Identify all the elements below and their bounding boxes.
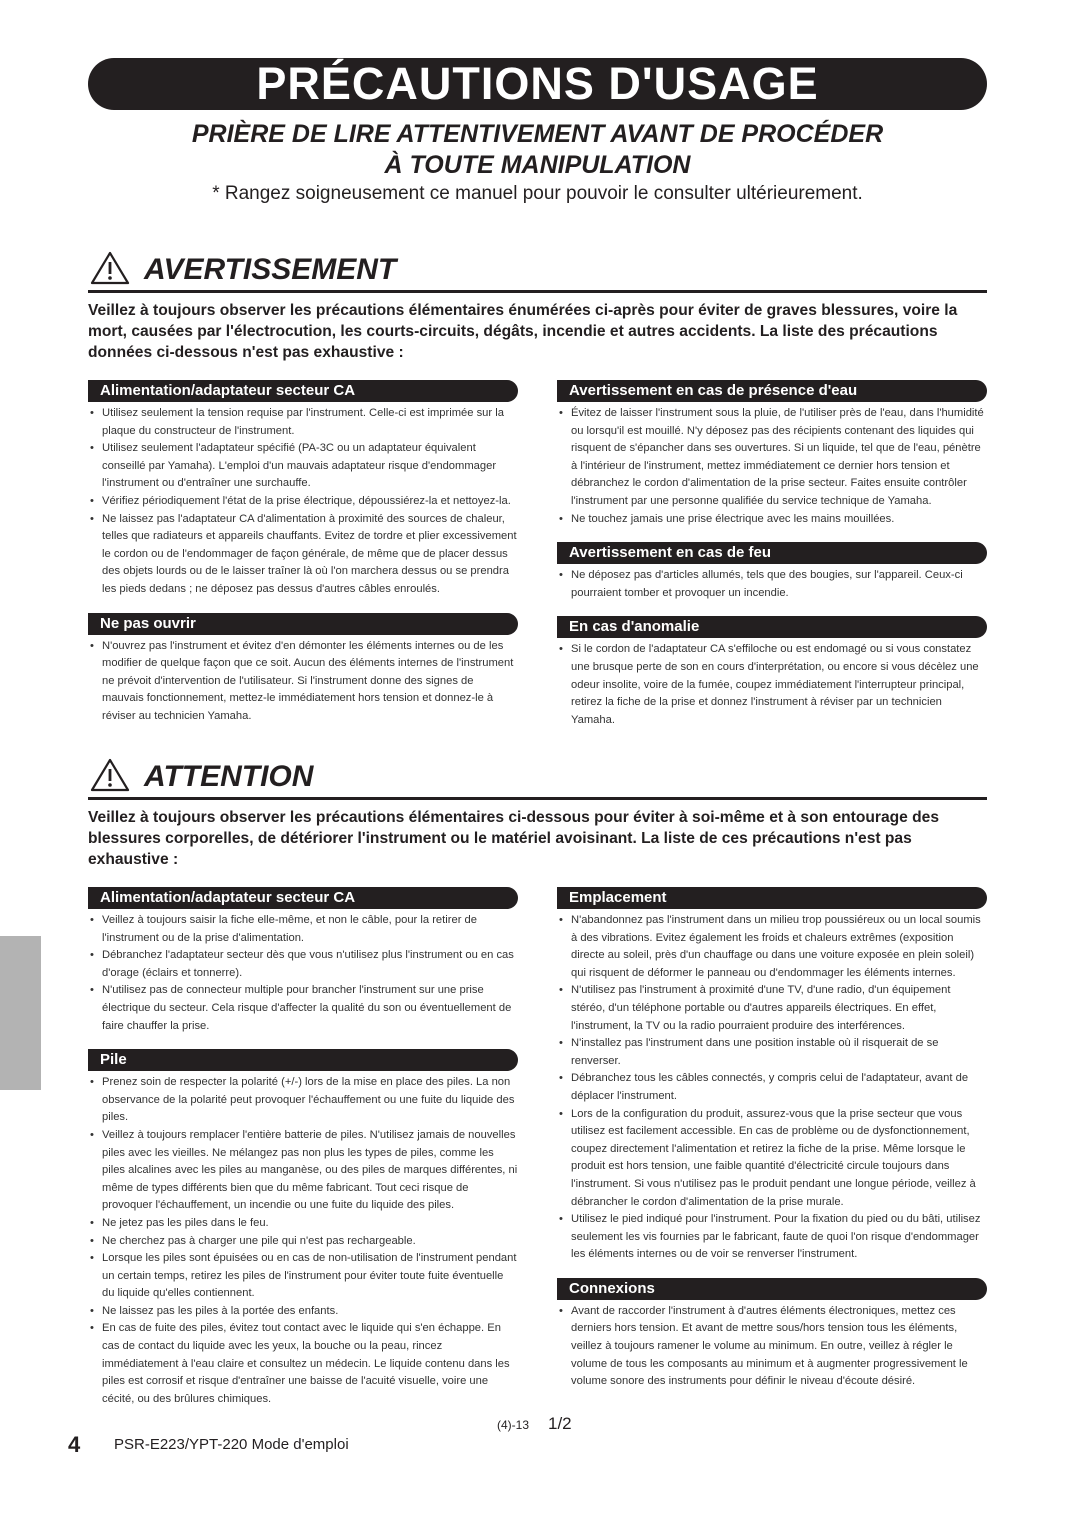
list-item: • Avant de raccorder l'instrument à d'autres éléments électroniques, mettez ces derniers hors tension. Et avant de mettre sous/hors tension tous les éléments, veillez à toujours ramener le volume au minimum. En outre, veillez à régler le volume de tous les composants au minimum et à augmenter progressivement le volume sonore des instruments pour définir le niveau d'écoute désiré. xyxy=(557,1303,987,1391)
list-item: • En cas de fuite des piles, évitez tout contact avec le liquide qui s'en échappe. En cas de contact du liquide avec les yeux, la bouche ou la peau, rincez immédiatement à l'eau claire et consultez un médecin. Le liquide contenu dans les piles est corrosif et risque d'entraîner une baisse de l'acuité visuelle, voire une cécité, ou des brûlures chimiques. xyxy=(88,1320,518,1408)
subsection-heading: Avertissement en cas de feu xyxy=(557,542,987,564)
list-item: • Ne laissez pas les piles à la portée des enfants. xyxy=(88,1303,518,1321)
page-code: (4)-13 xyxy=(497,1418,530,1432)
caution-right-column xyxy=(557,887,987,1391)
subsection-list xyxy=(557,405,987,528)
storage-note: * Rangez soigneusement ce manuel pour pouvoir le consulter ultérieurement. xyxy=(212,183,863,204)
list-item: • Lors de la configuration du produit, assurez-vous que la prise secteur que vous utilisez est facilement accessible. En cas de problème ou de dysfonctionnement, coupez directement l'alimentation et retirez la fiche de la prise. Même lorsque le produit est hors tension, une faible quantité d'électricité circule toujours dans l'instrument. Si vous n'utilisez pas le produit pendant une longue période, veillez à débrancher le cordon d'alimentation de la prise murale. xyxy=(557,1106,987,1212)
subsection-heading: Alimentation/adaptateur secteur CA xyxy=(88,887,518,909)
subsection-list xyxy=(557,1303,987,1391)
list-item: • N'utilisez pas de connecteur multiple pour brancher l'instrument sur une prise électrique du secteur. Cela risque d'affecter la qualité du son ou éventuellement de faire chauffer la prise. xyxy=(88,982,518,1035)
list-item: • Veillez à toujours saisir la fiche elle-même, et non le câble, pour la retirer de l'instrument ou de la prise d'alimentation. xyxy=(88,912,518,947)
subsection-heading: Ne pas ouvrir xyxy=(88,613,518,635)
list-item: • Vérifiez périodiquement l'état de la prise électrique, dépoussiérez-la et nettoyez-la. xyxy=(88,493,518,511)
list-item: • Ne déposez pas d'articles allumés, tels que des bougies, sur l'appareil. Ceux-ci pourraient tomber et provoquer un incendie. xyxy=(557,567,987,602)
list-item: • Débranchez tous les câbles connectés, y compris celui de l'adaptateur, avant de déplacer l'instrument. xyxy=(557,1070,987,1105)
warning-section-header xyxy=(88,250,987,293)
warning-right-column xyxy=(557,380,987,729)
list-item: • N'utilisez pas l'instrument à proximité d'une TV, d'une radio, d'un équipement stéréo, d'un téléphone portable ou d'autres appareils électriques. En effet, l'instrument, la TV ou la radio pourraient produire des interférences. xyxy=(557,982,987,1035)
subsection-list xyxy=(557,641,987,729)
subsection-list xyxy=(88,1074,518,1408)
subsection-heading: En cas d'anomalie xyxy=(557,616,987,638)
list-item: • Débranchez l'adaptateur secteur dès que vous n'utilisez plus l'instrument ou en cas d'orage (éclairs et tonnerre). xyxy=(88,947,518,982)
page-number: 4 xyxy=(68,1432,81,1457)
list-item: • Prenez soin de respecter la polarité (+/-) lors de la mise en place des piles. La non observance de la polarité peut provoquer l'échauffement ou une fuite du liquide des piles. xyxy=(88,1074,518,1127)
list-item: • Utilisez seulement la tension requise par l'instrument. Celle-ci est imprimée sur la plaque du constructeur de l'instrument. xyxy=(88,405,518,440)
page-fraction: 1/2 xyxy=(548,1414,572,1433)
subsection-list xyxy=(88,638,518,726)
list-item: • Si le cordon de l'adaptateur CA s'effiloche ou est endomagé ou si vous constatez une brusque perte de son en cours d'interprétation, ou encore si vous décèlez une odeur insolite, voire de la fumée, coupez immédiatement l'interrupteur principal, retirez la fiche de la prise et donnez l'instrument à réviser par un technicien Yamaha. xyxy=(557,641,987,729)
list-item: • N'ouvrez pas l'instrument et évitez d'en démonter les éléments internes ou de les modifier de quelque façon que ce soit. Aucun des éléments internes de l'instrument ne prévoit d'intervention de l'utilisateur. Si l'instrument donne des signes de mauvais fonctionnement, mettez-le immédiatement hors tension et donnez-le à réviser au technicien Yamaha. xyxy=(88,638,518,726)
subsection-list xyxy=(88,912,518,1035)
caution-section-title: ATTENTION xyxy=(144,760,314,793)
warning-section-title: AVERTISSEMENT xyxy=(144,253,397,286)
subsection-heading: Pile xyxy=(88,1049,518,1071)
subtitle-line-1: PRIÈRE DE LIRE ATTENTIVEMENT AVANT DE PROCÉDER xyxy=(191,120,884,148)
subsection-list xyxy=(557,912,987,1264)
subsection-heading: Alimentation/adaptateur secteur CA xyxy=(88,380,518,402)
caution-section-header xyxy=(88,757,987,800)
list-item: • N'installez pas l'instrument dans une position instable où il risquerait de se renverser. xyxy=(557,1035,987,1070)
subsection-heading: Connexions xyxy=(557,1278,987,1300)
warning-triangle-icon xyxy=(90,757,130,793)
page-title: PRÉCAUTIONS D'USAGE xyxy=(88,58,987,110)
list-item: • Lorsque les piles sont épuisées ou en cas de non-utilisation de l'instrument pendant un certain temps, retirez les piles de l'instrument pour éviter toute fuite éventuelle du liquide qu'elles contiennent. xyxy=(88,1250,518,1303)
list-item: • Utilisez le pied indiqué pour l'instrument. Pour la fixation du pied ou du bâti, utilisez seulement les vis fournies par le fabricant, faute de quoi l'on risque d'endommager les éléments internes ou de voir se renverser l'instrument. xyxy=(557,1211,987,1264)
list-item: • N'abandonnez pas l'instrument dans un milieu trop poussiéreux ou un local soumis à des vibrations. Evitez également les froids et chaleurs extrêmes (exposition directe au soleil, près d'un chauffage ou dans une voiture exposée en plein soleil) qui risquent de déformer le panneau ou d'endommager les éléments internes. xyxy=(557,912,987,982)
warning-intro: Veillez à toujours observer les précautions élémentaires énumérées ci-après pour éviter de graves blessures, voire la mort, causées par l'électrocution, les courts-circuits, dégâts, incendie et autres accidents. La liste des précautions données ci-dessous n'est pas exhaustive : xyxy=(88,302,958,361)
list-item: • Ne cherchez pas à charger une pile qui n'est pas rechargeable. xyxy=(88,1233,518,1251)
subsection-list xyxy=(88,405,518,599)
manual-name: PSR-E223/YPT-220 Mode d'emploi xyxy=(114,1436,349,1453)
subsection-heading: Avertissement en cas de présence d'eau xyxy=(557,380,987,402)
caution-intro: Veillez à toujours observer les précautions élémentaires ci-dessous pour éviter à soi-même et à son entourage des blessures corporelles, de détériorer l'instrument ou le matériel avoisinant. La liste de ces précautions n'est pas exhaustive : xyxy=(88,809,940,868)
warning-left-column xyxy=(88,380,518,726)
caution-left-column xyxy=(88,887,518,1408)
list-item: • Évitez de laisser l'instrument sous la pluie, de l'utiliser près de l'eau, dans l'humidité ou lorsqu'il est mouillé. N'y déposez pas des récipients contenant des liquides qui risquent de s'épancher dans ses ouvertures. Si un liquide, tel que de l'eau, pénètre à l'intérieur de l'instrument, mettez immédiatement ce dernier hors tension et débranchez le cordon d'alimentation de la prise secteur. Faites ensuite contrôler l'instrument par une personne qualifiée du service technique de Yamaha. xyxy=(557,405,987,511)
list-item: • Utilisez seulement l'adaptateur spécifié (PA-3C ou un adaptateur équivalent conseillé par Yamaha). L'emploi d'un mauvais adaptateur risque d'endommager l'instrument ou d'entraîner une surchauffe. xyxy=(88,440,518,493)
warning-triangle-icon xyxy=(90,250,130,286)
subtitle-line-2: À TOUTE MANIPULATION xyxy=(384,151,691,179)
list-item: • Ne laissez pas l'adaptateur CA d'alimentation à proximité des sources de chaleur, telles que radiateurs et appareils chauffants. Evitez de tordre et plier excessivement le cordon ou de l'endommager de façon générale, de même que de placer dessus des objets lourds ou de le laisser traîner là où l'on marchera dessus ou se prendra les pieds dedans ; ne déposez pas dessus d'autres câbles enroulés. xyxy=(88,511,518,599)
subsection-list xyxy=(557,567,987,602)
list-item: • Ne touchez jamais une prise électrique avec les mains mouillées. xyxy=(557,511,987,529)
list-item: • Ne jetez pas les piles dans le feu. xyxy=(88,1215,518,1233)
subsection-heading: Emplacement xyxy=(557,887,987,909)
list-item: • Veillez à toujours remplacer l'entière batterie de piles. N'utilisez jamais de nouvelles piles avec les vieilles. Ne mélangez pas non plus les types de piles, comme les piles alcalines avec les piles au manganèse, ou des piles de marques différentes, ni même de types différents bien que du même fabricant. Tout ceci risque de provoquer l'échauffement, un incendie ou une fuite du liquide des piles. xyxy=(88,1127,518,1215)
side-tab-marker xyxy=(0,936,41,1090)
